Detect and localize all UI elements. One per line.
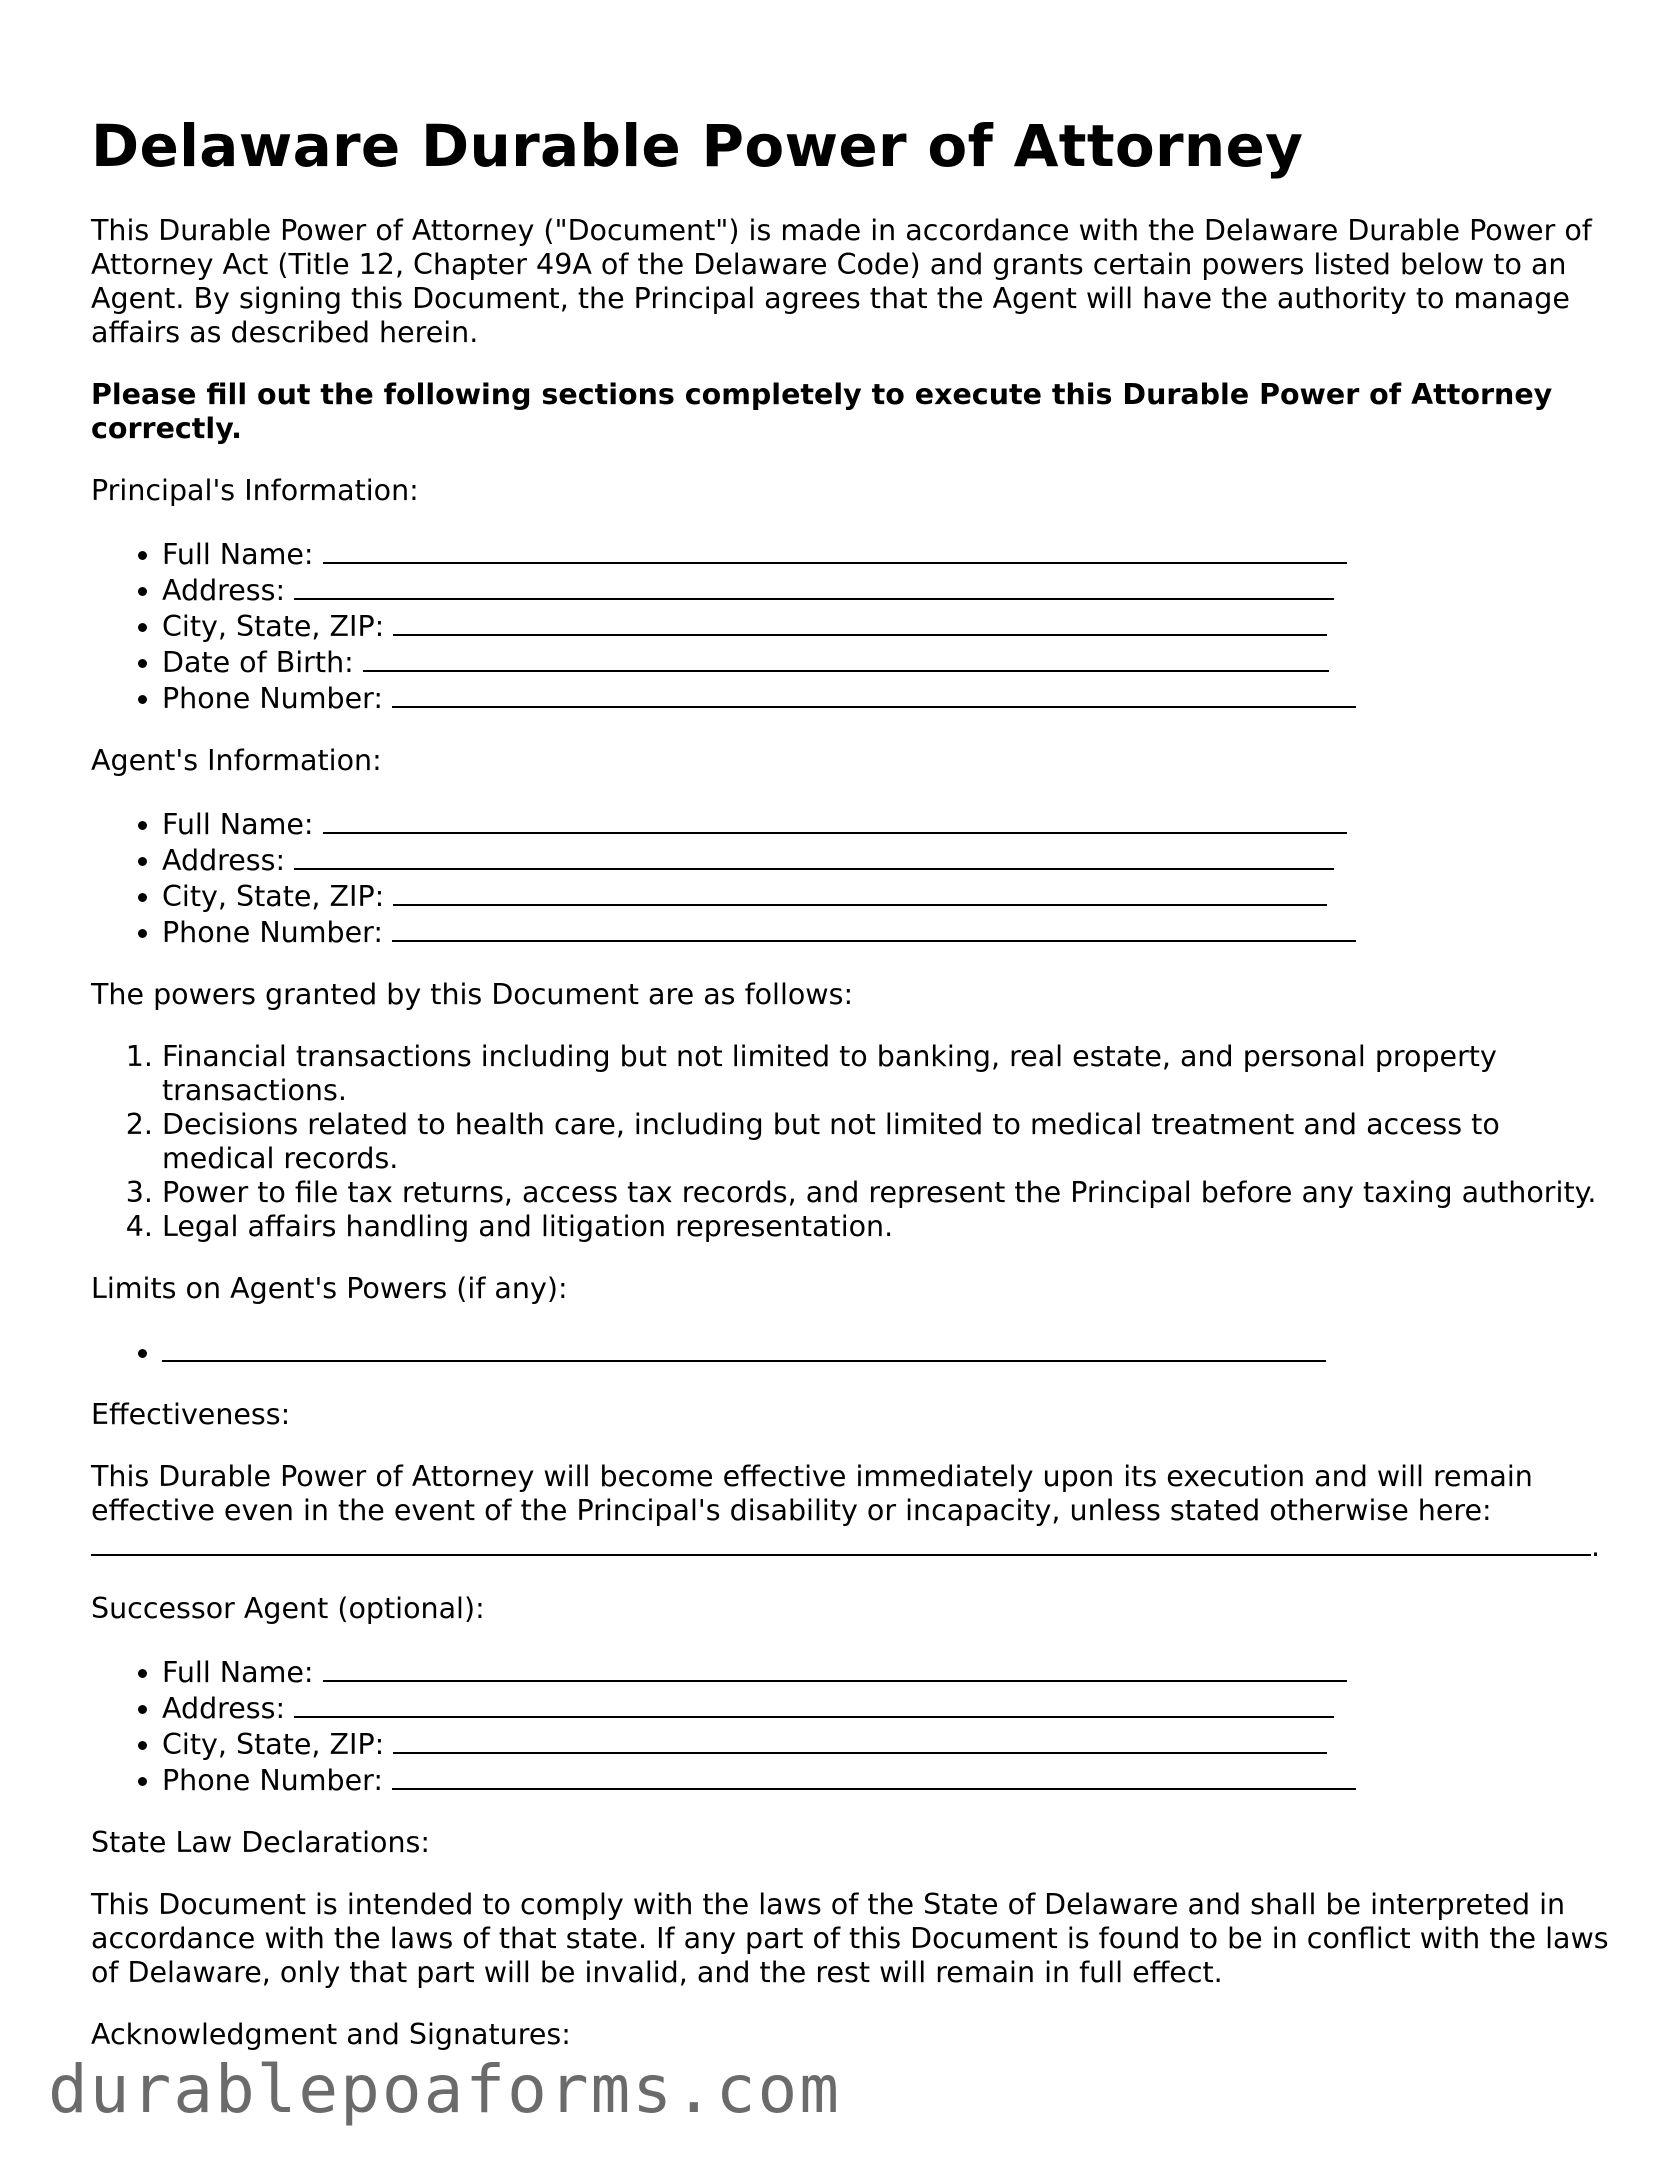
successor-full-name-row: • Full Name:	[162, 1654, 1611, 1690]
agent-heading: Agent's Information:	[91, 744, 382, 777]
principal-address-blank[interactable]	[294, 572, 1334, 600]
agent-city-row: • City, State, ZIP:	[162, 878, 1611, 914]
principal-address-row: • Address:	[162, 572, 1611, 608]
successor-address-row: • Address:	[162, 1690, 1611, 1726]
principal-heading: Principal's Information:	[91, 474, 419, 507]
principal-city-blank[interactable]	[393, 608, 1327, 636]
state-law-paragraph: This Document is intended to comply with the laws of the State of Delaware and shall be interpreted in accordance with the laws of that state. If any part of this Document is found to be in conflict with the laws of Delaware, only that part will be invalid, and the rest will remain in full effect.	[91, 1888, 1609, 1989]
document-title: Delaware Durable Power of Attorney	[91, 112, 1304, 180]
document-page	[91, 112, 1611, 2080]
limits-row	[162, 1334, 1611, 1370]
power-item: 1. Financial transactions including but not limited to banking, real estate, and personal property transactions.	[162, 1040, 1611, 1108]
limits-blank[interactable]	[162, 1334, 1326, 1362]
agent-address-blank[interactable]	[294, 842, 1334, 870]
effectiveness-heading: Effectiveness:	[91, 1398, 291, 1431]
agent-phone-blank[interactable]	[392, 914, 1356, 942]
powers-list	[91, 1040, 1611, 1244]
agent-full-name-blank[interactable]	[323, 806, 1347, 834]
intro-paragraph: This Durable Power of Attorney ("Document") is made in accordance with the Delaware Durable Power of Attorney Act (Title 12, Chapter 49A of the Delaware Code) and grants certain powers listed below to an Agent. By signing this Document, the Principal agrees that the Agent will have the authority to manage affairs as described herein.	[91, 214, 1592, 349]
power-item: 3. Power to file tax returns, access tax records, and represent the Principal before any taxing authority.	[162, 1176, 1611, 1210]
power-item: 4. Legal affairs handling and litigation representation.	[162, 1210, 1611, 1244]
successor-fields	[91, 1654, 1611, 1798]
successor-city-blank[interactable]	[393, 1726, 1327, 1754]
principal-phone-blank[interactable]	[392, 680, 1356, 708]
effectiveness-blank[interactable]	[91, 1528, 1591, 1556]
principal-fields	[91, 536, 1611, 716]
agent-city-blank[interactable]	[393, 878, 1327, 906]
principal-city-row: • City, State, ZIP:	[162, 608, 1611, 644]
principal-phone-row: • Phone Number:	[162, 680, 1611, 716]
limits-heading: Limits on Agent's Powers (if any):	[91, 1272, 568, 1305]
effectiveness-paragraph: This Durable Power of Attorney will become effective immediately upon its execution and will remain effective even in the event of the Principal's disability or incapacity, unless stated otherwise here: .	[91, 1460, 1601, 1563]
agent-address-row: • Address:	[162, 842, 1611, 878]
principal-full-name-row: • Full Name:	[162, 536, 1611, 572]
successor-heading: Successor Agent (optional):	[91, 1592, 485, 1625]
acknowledgment-heading: Acknowledgment and Signatures:	[91, 2018, 571, 2051]
state-law-heading: State Law Declarations:	[91, 1826, 430, 1859]
successor-phone-blank[interactable]	[392, 1762, 1356, 1790]
power-item: 2. Decisions related to health care, including but not limited to medical treatment and access to medical records.	[162, 1108, 1611, 1176]
site-watermark: durablepoaforms.com	[48, 2051, 841, 2128]
agent-fields	[91, 806, 1611, 950]
agent-full-name-row: • Full Name:	[162, 806, 1611, 842]
powers-heading: The powers granted by this Document are as follows:	[91, 978, 854, 1011]
instruction-text: Please fill out the following sections completely to execute this Durable Power of Attorney correctly.	[91, 378, 1553, 445]
principal-dob-row: • Date of Birth:	[162, 644, 1611, 680]
limits-list	[91, 1334, 1611, 1370]
agent-phone-row: • Phone Number:	[162, 914, 1611, 950]
successor-phone-row: • Phone Number:	[162, 1762, 1611, 1798]
successor-full-name-blank[interactable]	[323, 1654, 1347, 1682]
successor-city-row: • City, State, ZIP:	[162, 1726, 1611, 1762]
principal-dob-blank[interactable]	[363, 644, 1329, 672]
successor-address-blank[interactable]	[294, 1690, 1334, 1718]
principal-full-name-blank[interactable]	[323, 536, 1347, 564]
